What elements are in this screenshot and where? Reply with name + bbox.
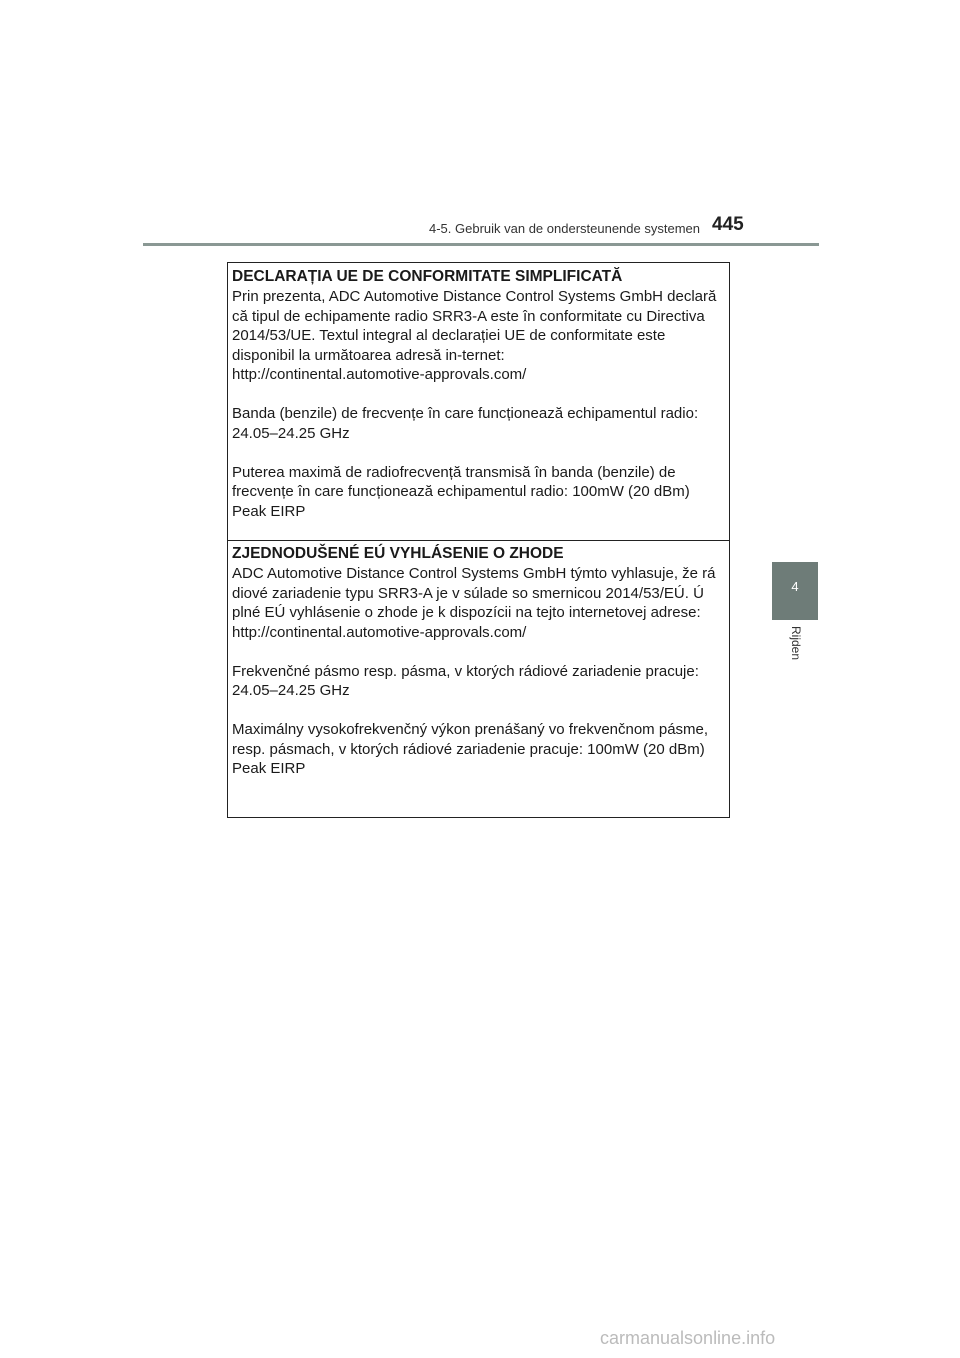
chapter-label: Rijden xyxy=(789,626,803,661)
chapter-tab xyxy=(772,562,818,620)
header-divider xyxy=(143,243,819,246)
chapter-number: 4 xyxy=(791,579,799,594)
section-title: 4-5. Gebruik van de ondersteunende systemen xyxy=(428,221,700,236)
frequency-band-paragraph: Frekvenčné pásmo resp. pásma, v ktorých rádiové zariadenie pracuje: 24.05–24.25 GHz xyxy=(232,662,699,699)
declaration-heading-sk: ZJEDNODUŠENÉ EÚ VYHLÁSENIE O ZHODE xyxy=(232,545,564,562)
declaration-box-slovak xyxy=(227,540,730,818)
declaration-paragraph: Prin prezenta, ADC Automotive Distance Control Systems GmbH declară că tipul de echipamente radio SRR3-A este în conformitate cu Directiva 2014/53/UE. Textul integral al declarației UE de conformitate este disponibil la următoarea adresă in-ternet: http://continental.automotive-approvals.com/ xyxy=(232,288,717,383)
declaration-heading-ro: DECLARAȚIA UE DE CONFORMITATE SIMPLIFICATĂ xyxy=(232,268,623,285)
max-power-paragraph: Maximálny vysokofrekvenčný výkon prenášaný vo frekvenčnom pásme, resp. pásmach, v ktorých rádiové zariadenie pracuje: 100mW (20 dBm) Peak EIRP xyxy=(232,721,709,777)
declaration-paragraph: ADC Automotive Distance Control Systems GmbH týmto vyhlasuje, že rá diové zariadenie typu SRR3-A je v súlade so smernicou 2014/53/EÚ. Ú plné EÚ vyhlásenie o zhode je k dispozícii na tejto internetovej adrese: http://continental.automotive-approvals.com/ xyxy=(232,565,716,641)
max-power-paragraph: Puterea maximă de radiofrecvență transmisă în banda (benzile) de frecvențe în care funcționează echipamentul radio: 100mW (20 dBm) Peak EIRP xyxy=(232,463,690,520)
declaration-box-romanian xyxy=(227,262,730,541)
page-number: 445 xyxy=(712,214,744,235)
frequency-band-paragraph: Banda (benzile) de frecvențe în care funcționează echipamentul radio: 24.05–24.25 GHz xyxy=(232,405,699,442)
watermark-text: carmanualsonline.info xyxy=(600,1328,776,1348)
